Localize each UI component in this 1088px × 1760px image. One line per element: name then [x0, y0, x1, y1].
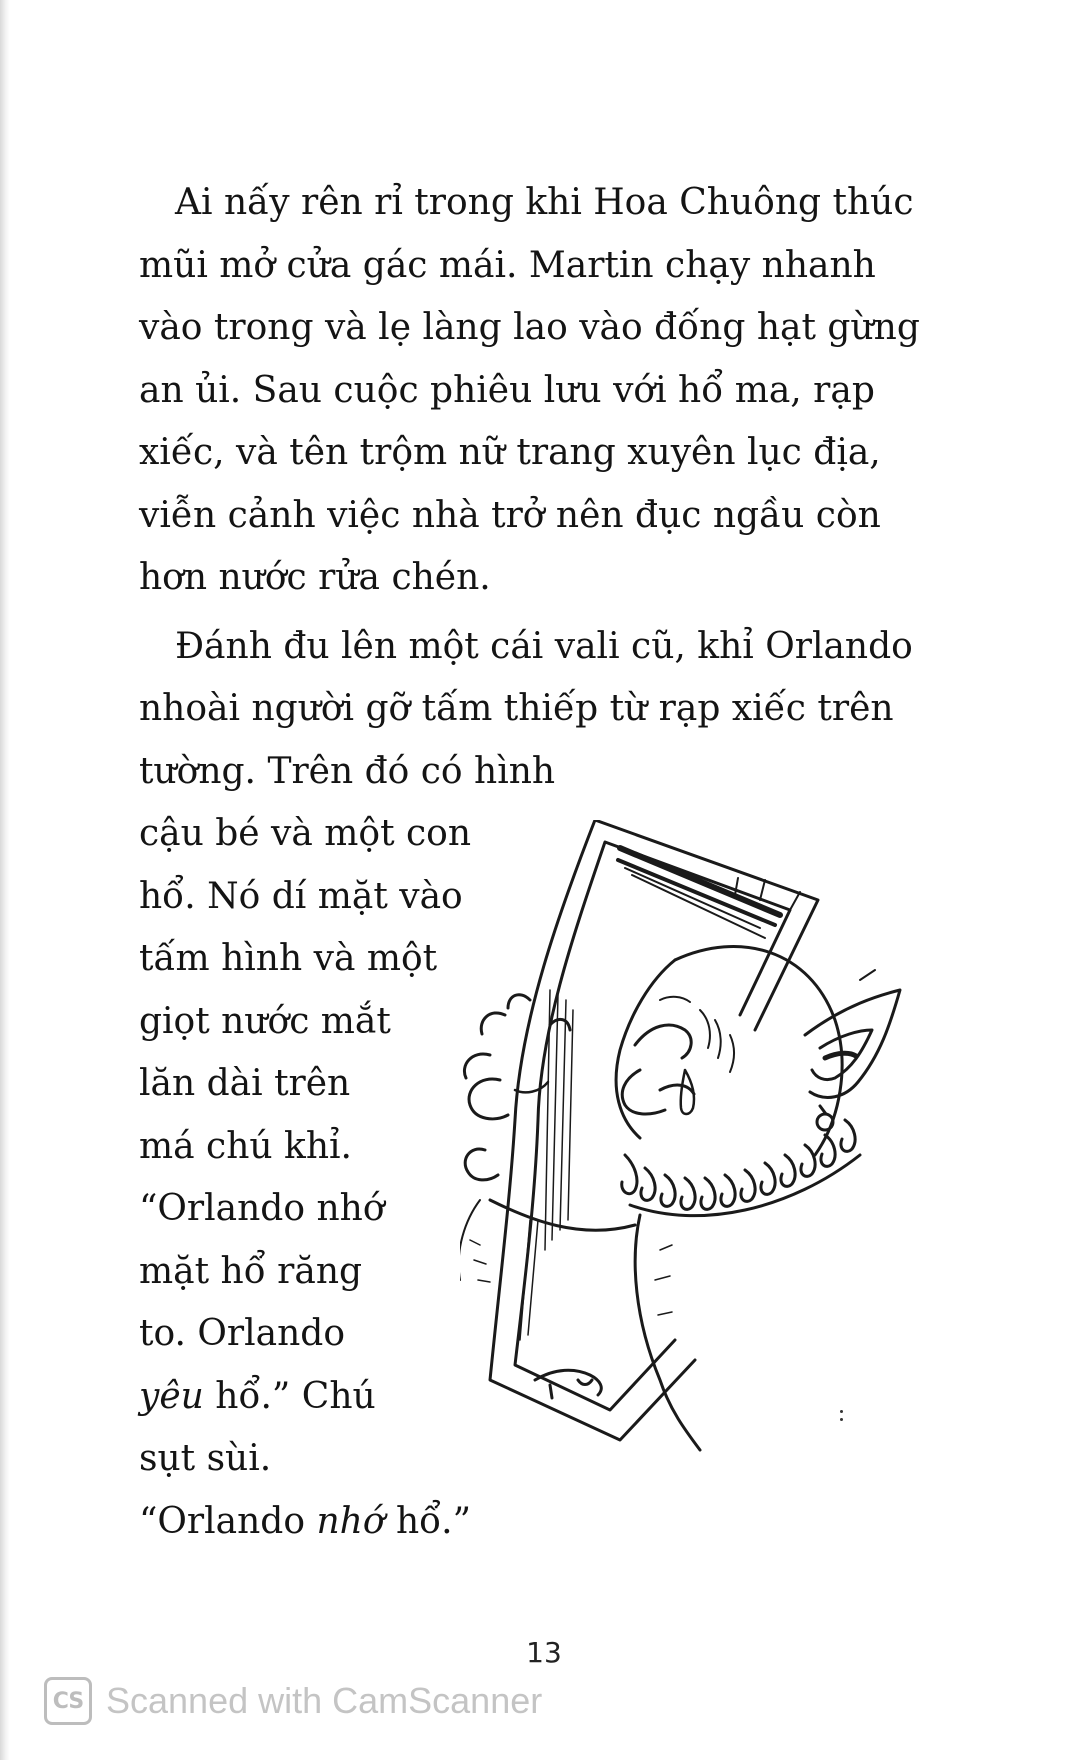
text-segment: tấm hình và một [139, 938, 438, 979]
text-line [139, 616, 913, 679]
text-line [139, 297, 920, 360]
text-segment: Đánh đu lên một cái vali cũ, khỉ Orlando [175, 625, 913, 667]
text-line [139, 678, 899, 741]
text-segment: giọt nước mắt [139, 1000, 391, 1042]
text-segment: Ai nấy rên rỉ trong khi Hoa Chuông thúc [175, 182, 914, 223]
italic-text: yêu [139, 1375, 204, 1417]
watermark-text: Scanned with CamScanner [106, 1680, 543, 1721]
italic-text: nhớ [316, 1500, 385, 1542]
scan-edge-shadow [0, 0, 10, 1760]
scanner-watermark [44, 1673, 542, 1729]
postcard-frame [490, 820, 818, 1440]
text-segment: an ủi. Sau cuộc phiêu lưu với hổ ma, rạp [139, 369, 875, 411]
page-number: 13 [526, 1636, 562, 1669]
text-segment: hổ. Nó dí mặt vào [139, 875, 463, 917]
text-line [139, 172, 914, 235]
text-line [139, 422, 899, 485]
text-segment: hơn nước rửa chén. [139, 557, 491, 598]
text-line [139, 1491, 899, 1554]
text-segment: hổ.” Chú [203, 1375, 376, 1417]
scan-speck [840, 1410, 843, 1413]
paragraph [139, 172, 920, 610]
text-segment: nhoài người gỡ tấm thiếp từ rạp xiếc trên [139, 688, 894, 729]
text-line [139, 360, 899, 423]
text-segment: vào trong và lẹ làng lao vào đống hạt gừng [139, 307, 920, 348]
text-line [139, 485, 899, 548]
text-line [139, 741, 899, 804]
text-segment: lăn dài trên [139, 1063, 351, 1104]
text-segment: to. Orlando [139, 1313, 345, 1354]
text-line [139, 547, 899, 610]
text-segment: mũi mở cửa gác mái. Martin chạy nhanh [139, 244, 876, 286]
text-segment: mặt hổ răng [139, 1250, 363, 1292]
text-segment: “Orlando [139, 1500, 317, 1542]
text-segment: sụt sùi. [139, 1438, 272, 1479]
scan-speck [840, 1418, 843, 1421]
text-segment: viễn cảnh việc nhà trở nên đục ngầu còn [139, 494, 881, 536]
text-segment: cậu bé và một con [139, 813, 472, 854]
text-segment: má chú khỉ. [139, 1125, 352, 1167]
text-segment: “Orlando nhớ [139, 1188, 385, 1229]
text-segment: xiếc, và tên trộm nữ trang xuyên lục địa, [139, 432, 881, 473]
camscanner-logo-icon: CS [44, 1677, 92, 1725]
crying-monkey-illustration [460, 820, 930, 1460]
text-line [139, 235, 899, 298]
text-segment: hổ.” [384, 1500, 472, 1542]
text-segment: tường. Trên đó có hình [139, 750, 556, 792]
ruffled-collar [622, 1120, 860, 1216]
